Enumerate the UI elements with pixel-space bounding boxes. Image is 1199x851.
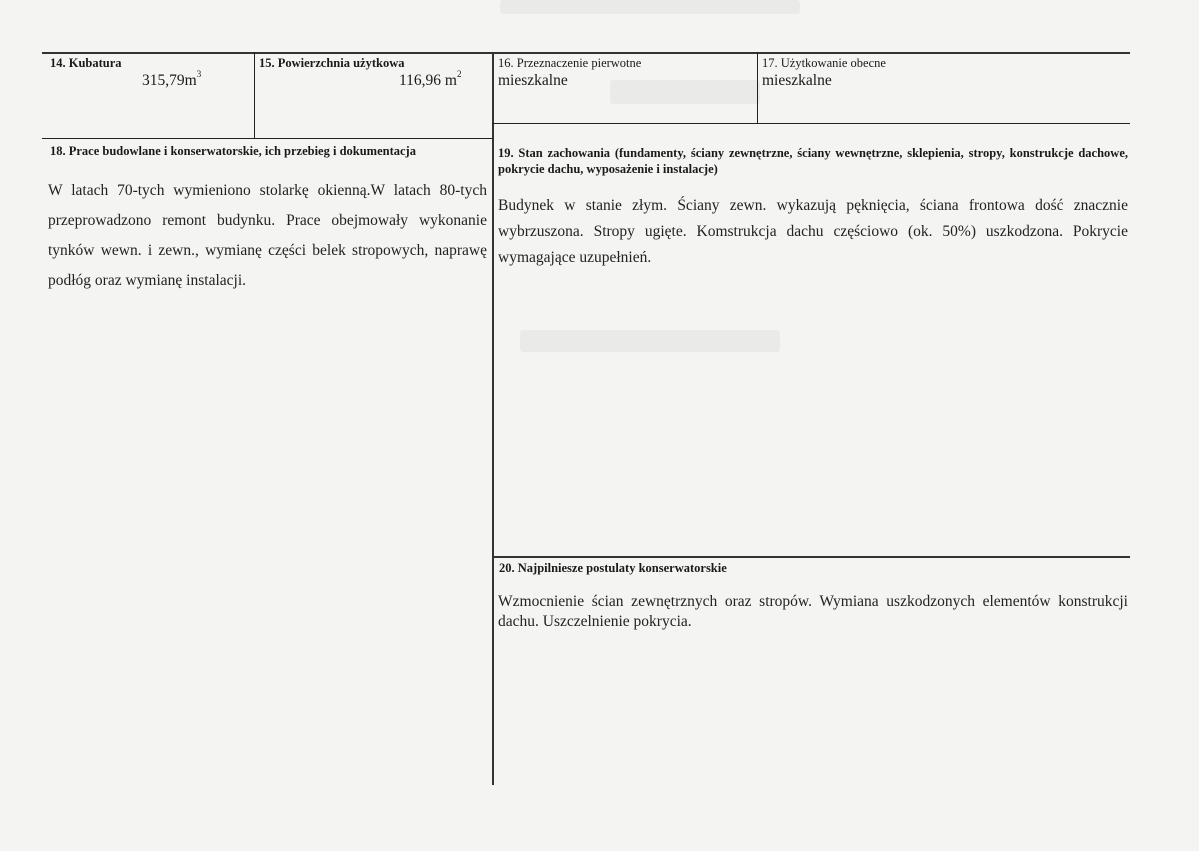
field-17-label: 17. Użytkowanie obecne (762, 56, 886, 70)
scan-artifact (520, 330, 780, 352)
field-20-text: Wzmocnienie ścian zewnętrznych oraz stropów. Wymiana uszkodzonych elementów konstrukcji dachu. Uszczelnienie pokrycia. (498, 593, 1128, 630)
divider-row1-right (492, 123, 1130, 124)
field-14-label: 14. Kubatura (50, 56, 122, 70)
field-15-value: 116,96 $m^2$ (399, 68, 462, 89)
form-top-border (42, 52, 1130, 54)
field-17-value: mieszkalne (762, 72, 832, 89)
field-16-value: mieszkalne (498, 72, 568, 89)
field-18-text: W latach 70-tych wymieniono stolarkę okienną.W latach 80-tych przeprowadzono remont budynku. Prace obejmowały wykonanie tynków wewn. i zewn., wymianę części belek stropowych, naprawę podłóg oraz wymianę instalacji. (48, 182, 487, 289)
divider-row1-left (42, 138, 493, 139)
field-18-label: 18. Prace budowlane i konserwatorskie, ich przebieg i dokumentacja (50, 144, 416, 158)
main-column-divider (492, 52, 494, 785)
field-15-label: 15. Powierzchnia użytkowa (259, 56, 405, 70)
field-20-label: 20. Najpilniesze postulaty konserwatorskie (499, 561, 727, 575)
field-19-label: 19. Stan zachowania (fundamenty, ściany zewnętrzne, ściany wewnętrzne, sklepienia, stropy, konstrukcje dachowe, pokrycie dachu, wyposażenie i instalacje) (498, 146, 1128, 176)
divider-16-17 (757, 52, 758, 124)
scan-artifact (500, 0, 800, 14)
divider-19-20 (492, 556, 1130, 558)
field-16-label: 16. Przeznaczenie pierwotne (498, 56, 642, 70)
field-14-value: $315,79m^3$ (142, 68, 202, 89)
scan-artifact (610, 80, 760, 104)
field-19-text: Budynek w stanie złym. Ściany zewn. wykazują pęknięcia, ściana frontowa dość znacznie wybrzuszona. Stropy ugięte. Komstrukcja dachu częściowo (ok. 50%) uszkodzona. Pokrycie wymagające uzupełnień. (498, 197, 1128, 266)
divider-14-15 (254, 52, 255, 138)
